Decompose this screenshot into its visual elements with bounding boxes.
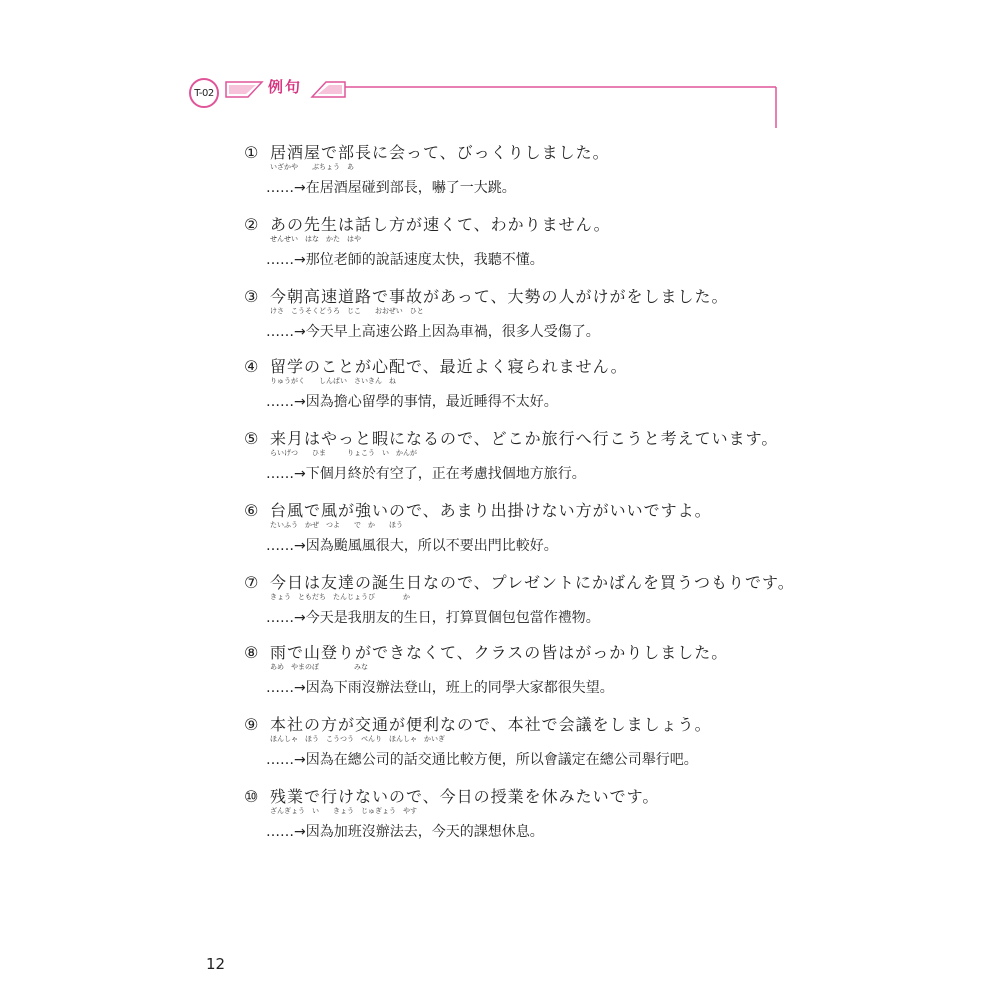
furigana: りゅうがく しんぱい さいきん ね: [270, 377, 396, 385]
arrow-prefix: ……→: [266, 680, 306, 696]
translation: [266, 463, 586, 483]
item-number: ⑨: [244, 715, 259, 734]
item-number: ①: [244, 143, 259, 162]
translation: [266, 321, 600, 341]
translation-text: 今天早上高速公路上因為車禍，很多人受傷了。: [305, 324, 600, 340]
list-item: [244, 782, 804, 852]
list-item: [244, 424, 804, 494]
arrow-prefix: ……→: [266, 466, 306, 482]
arrow-prefix: ……→: [266, 752, 306, 768]
translation: [266, 249, 544, 269]
track-badge: T-02: [189, 78, 219, 108]
japanese-sentence: 今日は友達の誕生日なので、プレゼントにかばんを買うつもりです。: [270, 573, 795, 592]
arrow-prefix: ……→: [266, 394, 306, 410]
item-number: ⑧: [244, 643, 259, 662]
furigana: きょう ともだち たんじょうび か: [270, 593, 410, 601]
japanese-sentence: 本社の方が交通が便利なので、本社で会議をしましょう。: [270, 715, 712, 734]
furigana: ざんぎょう い きょう じゅぎょう やす: [270, 807, 417, 815]
translation: [266, 749, 698, 769]
translation-text: 因為颱風風很大，所以不要出門比較好。: [305, 538, 558, 554]
list-item: [244, 282, 804, 352]
japanese-sentence: 居酒屋で部長に会って、びっくりしました。: [270, 143, 610, 162]
translation-text: 因為在總公司的話交通比較方便，所以會議定在總公司舉行吧。: [305, 752, 698, 768]
translation-text: 下個月終於有空了，正在考慮找個地方旅行。: [305, 466, 586, 482]
list-item: [244, 568, 804, 638]
japanese-sentence: 今朝高速道路で事故があって、大勢の人がけがをしました。: [270, 287, 729, 306]
translation-text: 那位老師的說話速度太快，我聽不懂。: [305, 252, 544, 268]
japanese-sentence: 台風で風が強いので、あまり出掛けない方がいいですよ。: [270, 501, 712, 520]
list-item: [244, 352, 804, 422]
furigana: あめ やまのぼ みな: [270, 663, 368, 671]
translation-text: 因為下雨沒辦法登山，班上的同學大家都很失望。: [305, 680, 614, 696]
furigana: せんせい はな かた はや: [270, 235, 361, 243]
translation-text: 因為加班沒辦法去，今天的課想休息。: [305, 824, 544, 840]
translation: [266, 177, 516, 197]
japanese-sentence: 雨で山登りができなくて、クラスの皆はがっかりしました。: [270, 643, 729, 662]
item-number: ④: [244, 357, 259, 376]
list-item: [244, 138, 804, 208]
arrow-prefix: ……→: [266, 824, 306, 840]
arrow-prefix: ……→: [266, 324, 306, 340]
translation: [266, 391, 558, 411]
translation: [266, 535, 558, 555]
list-item: [244, 638, 804, 708]
japanese-sentence: 残業で行けないので、今日の授業を休みたいです。: [270, 787, 660, 806]
list-item: [244, 710, 804, 780]
item-number: ⑩: [244, 787, 259, 806]
item-number: ③: [244, 287, 259, 306]
item-number: ⑦: [244, 573, 259, 592]
arrow-prefix: ……→: [266, 538, 306, 554]
japanese-sentence: 留学のことが心配で、最近よく寝られません。: [270, 357, 628, 376]
japanese-sentence: 来月はやっと暇になるので、どこか旅行へ行こうと考えています。: [270, 429, 779, 448]
item-number: ⑥: [244, 501, 259, 520]
furigana: たいふう かぜ つよ で か ほう: [270, 521, 403, 529]
furigana: けさ こうそくどうろ じこ おおぜい ひと: [270, 307, 424, 315]
translation: [266, 607, 600, 627]
translation-text: 今天是我朋友的生日，打算買個包包當作禮物。: [305, 610, 600, 626]
item-number: ②: [244, 215, 259, 234]
page-number: 12: [206, 955, 226, 973]
furigana: いざかや ぶちょう あ: [270, 163, 354, 171]
furigana: らいげつ ひま りょこう い かんが: [270, 449, 417, 457]
translation: [266, 821, 544, 841]
translation-text: 因為擔心留學的事情，最近睡得不太好。: [305, 394, 558, 410]
translation-text: 在居酒屋碰到部長，嚇了一大跳。: [305, 180, 516, 196]
list-item: [244, 210, 804, 280]
arrow-prefix: ……→: [266, 610, 306, 626]
furigana: ほんしゃ ほう こうつう べんり ほんしゃ かいぎ: [270, 735, 445, 743]
item-number: ⑤: [244, 429, 259, 448]
japanese-sentence: あの先生は話し方が速くて、わかりません。: [270, 215, 611, 234]
arrow-prefix: ……→: [266, 180, 306, 196]
section-title: 例句: [268, 78, 303, 96]
list-item: [244, 496, 804, 566]
section-header-decoration: [0, 0, 1000, 140]
translation: [266, 677, 614, 697]
arrow-prefix: ……→: [266, 252, 306, 268]
